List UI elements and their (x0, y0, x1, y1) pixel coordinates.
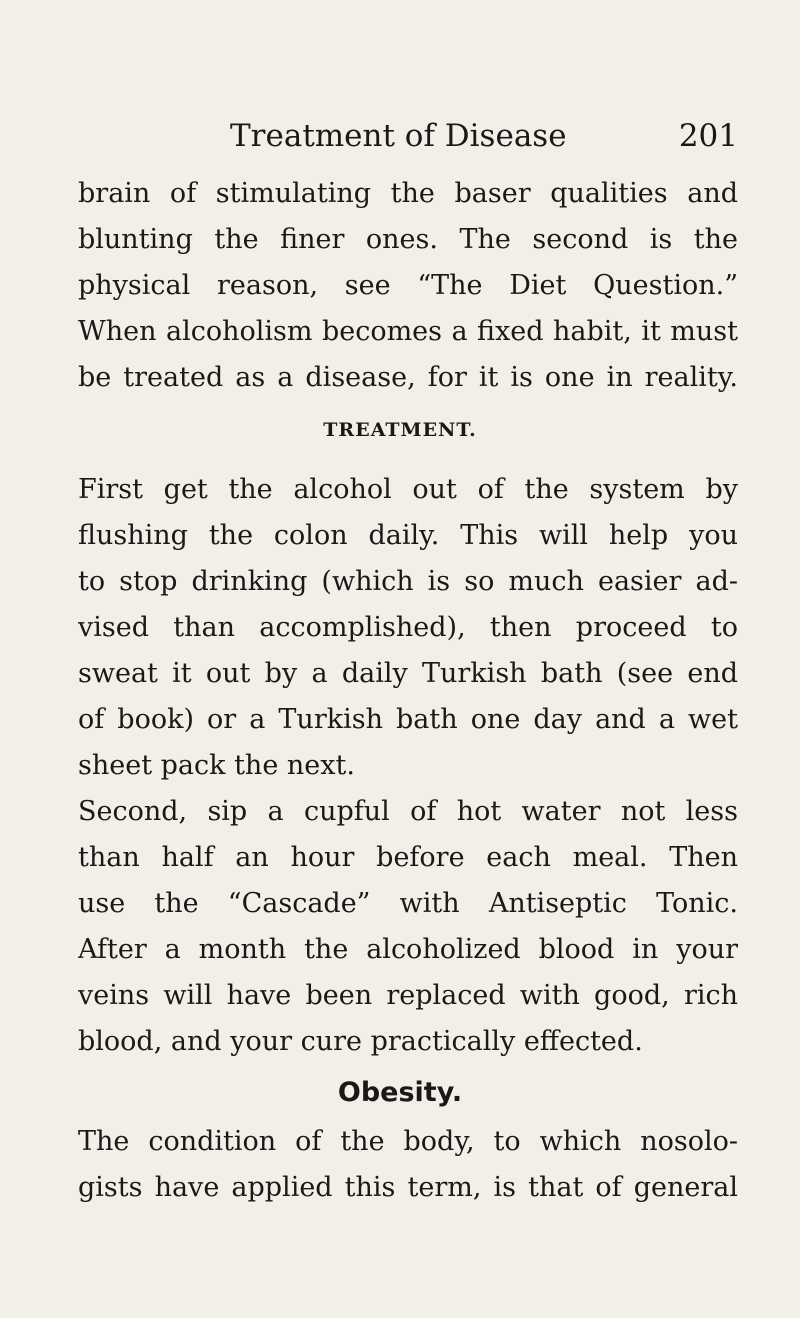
text-line: vised than accomplished), then proceed to (78, 612, 738, 643)
text-line: gists have applied this term, is that of general (78, 1172, 738, 1203)
text-line: flushing the colon daily. This will help you (78, 520, 738, 551)
text-line: sweat it out by a daily Turkish bath (see end (78, 658, 738, 689)
text-line: physical reason, see “The Diet Question.” (78, 270, 738, 301)
text-line: sheet pack the next. (78, 750, 355, 781)
page-number: 201 (678, 118, 738, 154)
text-line: brain of stimulating the baser qualities and (78, 178, 738, 209)
running-head (230, 110, 738, 162)
text-line: blunting the finer ones. The second is the (78, 224, 738, 255)
text-line: Second, sip a cupful of hot water not less (78, 796, 738, 827)
section-heading-treatment: TREATMENT. (323, 419, 477, 441)
text-line: blood, and your cure practically effected. (78, 1026, 643, 1057)
text-line: After a month the alcoholized blood in your (78, 934, 738, 965)
section-heading-obesity: Obesity. (337, 1077, 463, 1108)
text-line: of book) or a Turkish bath one day and a wet (78, 704, 738, 735)
text-line: First get the alcohol out of the system by (78, 474, 738, 505)
text-line: than half an hour before each meal. Then (78, 842, 738, 873)
text-line: The condition of the body, to which nosolo- (78, 1126, 738, 1157)
text-line: use the “Cascade” with Antiseptic Tonic. (78, 888, 738, 919)
text-line: When alcoholism becomes a fixed habit, it must (78, 316, 738, 347)
text-line: be treated as a disease, for it is one in reality. (78, 362, 738, 393)
text-line: to stop drinking (which is so much easier ad- (78, 566, 738, 597)
text-line: veins will have been replaced with good, rich (78, 980, 738, 1011)
running-title: Treatment of Disease (230, 118, 567, 154)
